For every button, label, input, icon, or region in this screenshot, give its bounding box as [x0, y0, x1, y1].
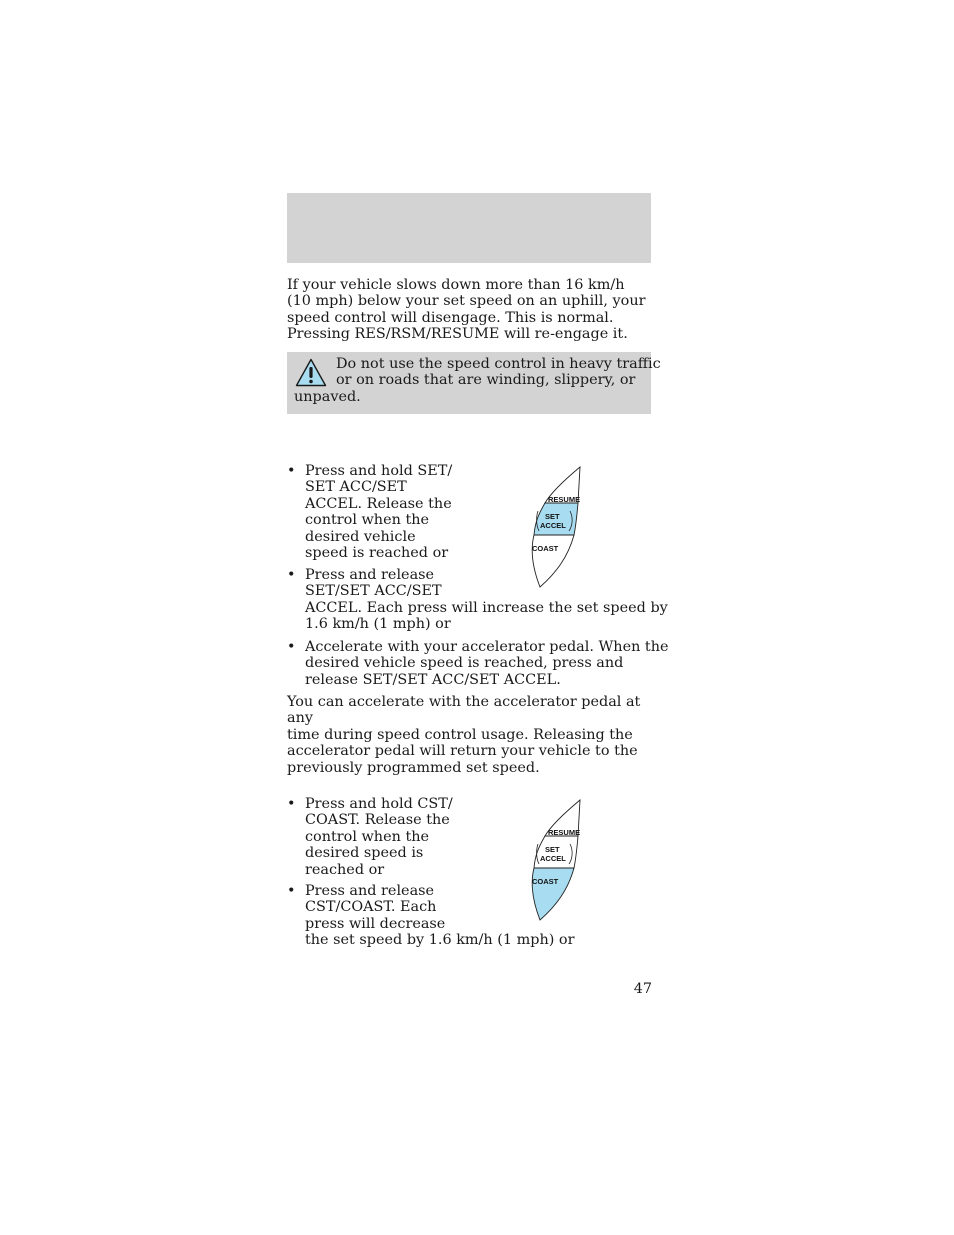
bullet-dot: •: [287, 883, 296, 899]
accelerate-paragraph: [287, 694, 651, 776]
bullet-line: COAST. Release the: [305, 812, 450, 829]
bullet-line: release SET/SET ACC/SET ACCEL.: [305, 671, 561, 688]
switch-label-resume: RESUME: [548, 495, 581, 504]
bullet-line: desired speed is: [305, 845, 424, 862]
speed-control-switch-coast-highlighted: [528, 798, 588, 922]
accel-line: previously programmed set speed.: [287, 759, 540, 776]
bullet-line: 1.6 km/h (1 mph) or: [305, 616, 451, 633]
bullet-line: Accelerate with your accelerator pedal. When the: [305, 639, 669, 655]
accel-line: accelerator pedal will return your vehicle to the: [287, 743, 638, 760]
bullet-line: desired vehicle: [305, 528, 416, 545]
section-header-band: [287, 193, 651, 263]
bullet-line: speed is reached or: [305, 545, 449, 561]
switch-label-set: SET: [545, 845, 560, 854]
intro-paragraph: [287, 277, 651, 343]
page-number: 47: [633, 981, 652, 997]
bullet-line: desired vehicle speed is reached, press and: [305, 655, 624, 672]
switch-label-coast: COAST: [532, 877, 559, 886]
warning-box: [287, 352, 661, 414]
bullet-line: Press and hold SET/: [305, 463, 453, 479]
switch-label-accel: ACCEL: [540, 521, 566, 530]
bullet-line: the set speed by 1.6 km/h (1 mph) or: [305, 932, 575, 949]
warning-text-line: Do not use the speed control in heavy traffic: [336, 356, 661, 372]
bullet-line: Press and release: [305, 883, 435, 899]
speed-control-switch-set-highlighted: [528, 465, 588, 589]
bullet-line: CST/COAST. Each: [305, 899, 437, 916]
bullet-dot: •: [287, 463, 296, 479]
accel-line: time during speed control usage. Releasing the: [287, 726, 633, 743]
warning-triangle-icon: [295, 358, 327, 387]
bullet-dot: •: [287, 796, 296, 812]
switch-label-coast: COAST: [532, 544, 559, 553]
bullet-line: reached or: [305, 861, 385, 878]
bullet-line: ACCEL. Each press will increase the set speed by: [305, 599, 668, 616]
bullet-dot: •: [287, 639, 296, 655]
warning-text-line: or on roads that are winding, slippery, or: [336, 372, 636, 389]
bullet-dot: •: [287, 567, 296, 583]
bullet-line: SET/SET ACC/SET: [305, 583, 442, 600]
intro-line: speed control will disengage. This is normal.: [287, 309, 614, 326]
intro-line: If your vehicle slows down more than 16 km/h: [287, 277, 625, 293]
bullet-line: SET ACC/SET: [305, 479, 407, 496]
bullet-line: press will decrease: [305, 915, 446, 932]
warning-text-line: unpaved.: [294, 388, 361, 405]
switch-label-set: SET: [545, 512, 560, 521]
switch-label-resume: RESUME: [548, 828, 581, 837]
bullet-line: Press and release: [305, 567, 435, 583]
intro-line: Pressing RES/RSM/RESUME will re-engage it.: [287, 326, 628, 343]
intro-line: (10 mph) below your set speed on an uphill, your: [287, 293, 646, 310]
switch-label-accel: ACCEL: [540, 854, 566, 863]
bullet-line: control when the: [305, 828, 430, 845]
bullet-line: Press and hold CST/: [305, 796, 453, 812]
bullet-line: ACCEL. Release the: [305, 495, 452, 512]
accel-line: You can accelerate with the accelerator pedal at any: [287, 694, 641, 727]
bullet-line: control when the: [305, 512, 430, 529]
